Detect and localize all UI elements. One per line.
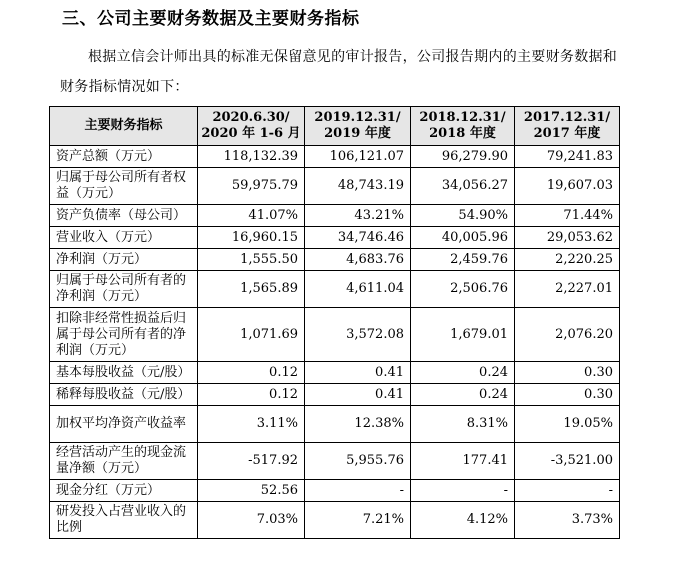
cell-value: 0.30 [515, 384, 620, 406]
table-row [50, 168, 620, 205]
cell-value: 1,071.69 [198, 308, 305, 362]
cell-value: 0.24 [411, 384, 515, 406]
cell-value: 2,506.76 [411, 271, 515, 308]
header-label: 主要财务指标 [50, 107, 198, 146]
row-label: 扣除非经常性损益后归属于母公司所有者的净利润（万元） [50, 308, 198, 362]
cell-value: 0.12 [198, 362, 305, 384]
cell-value: -3,521.00 [515, 443, 620, 480]
cell-value: 48,743.19 [305, 168, 411, 205]
cell-value: 19,607.03 [515, 168, 620, 205]
cell-value: 19.05% [515, 406, 620, 443]
header-period-2020h1 [198, 107, 305, 146]
cell-value: 2,227.01 [515, 271, 620, 308]
header-period-2017 [515, 107, 620, 146]
header-date: 2017.12.31/ [523, 110, 611, 125]
cell-value: 34,056.27 [411, 168, 515, 205]
cell-value: 4,611.04 [305, 271, 411, 308]
table-row [50, 443, 620, 480]
row-label: 加权平均净资产收益率 [50, 406, 198, 443]
header-date: 2020.6.30/ [212, 110, 290, 125]
table-row [50, 480, 620, 502]
cell-value: 0.41 [305, 384, 411, 406]
header-date: 2018.12.31/ [419, 110, 506, 125]
cell-value: 177.41 [411, 443, 515, 480]
cell-value: - [515, 480, 620, 502]
cell-value: 29,053.62 [515, 227, 620, 249]
table-row [50, 384, 620, 406]
header-period-2019 [305, 107, 411, 146]
row-label: 资产总额（万元） [50, 146, 198, 168]
financial-indicators-table [49, 106, 620, 539]
cell-value: 3.73% [515, 502, 620, 539]
table-row [50, 502, 620, 539]
intro-paragraph: 根据立信会计师出具的标准无保留意见的审计报告，公司报告期内的主要财务数据和财务指标情况如下： [60, 49, 618, 95]
table-row [50, 308, 620, 362]
cell-value: 2,076.20 [515, 308, 620, 362]
table-row [50, 205, 620, 227]
header-date: 2019.12.31/ [314, 110, 401, 125]
cell-value: - [305, 480, 411, 502]
cell-value: 5,955.76 [305, 443, 411, 480]
cell-value: 0.41 [305, 362, 411, 384]
cell-value: 43.21% [305, 205, 411, 227]
table-row [50, 362, 620, 384]
table-row [50, 271, 620, 308]
cell-value: 34,746.46 [305, 227, 411, 249]
table-row [50, 146, 620, 168]
row-label: 基本每股收益（元/股） [50, 362, 198, 384]
table-row [50, 227, 620, 249]
cell-value: 106,121.07 [305, 146, 411, 168]
cell-value: 3.11% [198, 406, 305, 443]
cell-value: 2,459.76 [411, 249, 515, 271]
row-label: 资产负债率（母公司） [50, 205, 198, 227]
row-label: 现金分红（万元） [50, 480, 198, 502]
header-period: 2018 年度 [429, 126, 496, 141]
cell-value: 7.21% [305, 502, 411, 539]
table-row [50, 249, 620, 271]
cell-value: 59,975.79 [198, 168, 305, 205]
row-label: 稀释每股收益（元/股） [50, 384, 198, 406]
cell-value: 1,555.50 [198, 249, 305, 271]
row-label: 归属于母公司所有者的净利润（万元） [50, 271, 198, 308]
table-row [50, 406, 620, 443]
row-label: 经营活动产生的现金流量净额（万元） [50, 443, 198, 480]
cell-value: 71.44% [515, 205, 620, 227]
cell-value: 12.38% [305, 406, 411, 443]
cell-value: 1,679.01 [411, 308, 515, 362]
section-heading: 三、公司主要财务数据及主要财务指标 [62, 9, 360, 29]
cell-value: 3,572.08 [305, 308, 411, 362]
header-period-2018 [411, 107, 515, 146]
cell-value: 54.90% [411, 205, 515, 227]
cell-value: 4.12% [411, 502, 515, 539]
cell-value: 40,005.96 [411, 227, 515, 249]
cell-value: 0.24 [411, 362, 515, 384]
cell-value: 96,279.90 [411, 146, 515, 168]
cell-value: 16,960.15 [198, 227, 305, 249]
cell-value: 7.03% [198, 502, 305, 539]
row-label: 研发投入占营业收入的比例 [50, 502, 198, 539]
cell-value: 118,132.39 [198, 146, 305, 168]
header-period: 2017 年度 [533, 126, 601, 141]
cell-value: - [411, 480, 515, 502]
cell-value: 2,220.25 [515, 249, 620, 271]
cell-value: 4,683.76 [305, 249, 411, 271]
header-period: 2019 年度 [324, 126, 391, 141]
row-label: 营业收入（万元） [50, 227, 198, 249]
cell-value: -517.92 [198, 443, 305, 480]
table-header-row [50, 107, 620, 146]
cell-value: 0.12 [198, 384, 305, 406]
row-label: 归属于母公司所有者权益（万元） [50, 168, 198, 205]
cell-value: 0.30 [515, 362, 620, 384]
cell-value: 41.07% [198, 205, 305, 227]
cell-value: 79,241.83 [515, 146, 620, 168]
cell-value: 1,565.89 [198, 271, 305, 308]
header-period: 2020 年 1-6 月 [201, 126, 301, 141]
row-label: 净利润（万元） [50, 249, 198, 271]
cell-value: 8.31% [411, 406, 515, 443]
cell-value: 52.56 [198, 480, 305, 502]
